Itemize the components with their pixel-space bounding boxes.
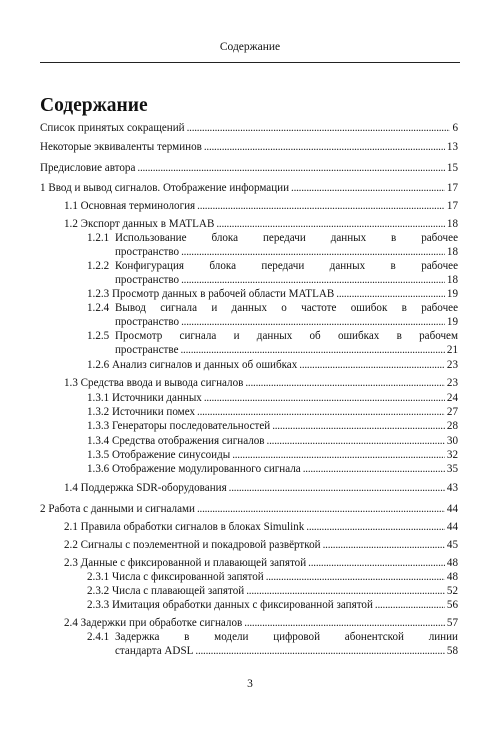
toc-entry-page: 18 [446, 218, 458, 230]
toc-leader [195, 644, 445, 658]
toc-entry-text: 1.2.6 Анализ сигналов и данных об ошибках [87, 359, 298, 371]
toc-entry-number: 1.2.2 [87, 260, 110, 272]
toc-entry-page: 18 [446, 274, 458, 286]
toc-leader [303, 462, 445, 476]
toc-entry-page: 23 [446, 359, 458, 371]
toc-entry-page: 43 [446, 482, 458, 494]
toc-entry-text: 1.3.3 Генераторы последовательностей [87, 420, 271, 432]
toc-entry-text: Предисловие автора [40, 162, 136, 174]
toc-leader [266, 570, 445, 584]
toc-entry-number: 1.2.5 [87, 330, 110, 342]
toc-leader [267, 434, 445, 448]
toc-entry-page: 44 [446, 503, 458, 515]
toc-leader [181, 315, 445, 329]
toc-entry-text: Список принятых сокращений [40, 122, 185, 134]
toc-entry-page: 48 [446, 571, 458, 583]
toc-leader [204, 140, 445, 154]
toc-entry-page: 48 [446, 557, 458, 569]
toc-entry-text: 2 Работа с данными и сигналами [40, 503, 195, 515]
toc-leader [197, 502, 445, 516]
toc-leader [232, 448, 445, 462]
toc-entry-1-3-6[interactable] [87, 462, 458, 476]
toc-entry-text: 2.1 Правила обработки сигналов в блоках Simulink [64, 521, 305, 533]
toc-entry-2-1[interactable] [64, 520, 458, 534]
toc-entry-text-cont: пространстве [115, 344, 179, 356]
toc-entry-page: 15 [446, 162, 458, 174]
toc-entry-text: 2.3 Данные с фиксированной и плавающей запятой [64, 557, 307, 569]
toc-entry-number: 1.2.1 [87, 232, 110, 244]
toc-entry-1-3-4[interactable] [87, 434, 458, 448]
toc-entry-text: 1.3.5 Отображение синусоиды [87, 449, 231, 461]
toc-entry-2-3[interactable] [64, 556, 458, 570]
toc-entry-1-2[interactable] [64, 217, 458, 231]
toc-leader [245, 376, 445, 390]
toc-entry-page: 17 [446, 182, 458, 194]
toc-entry-1-2-5[interactable] [87, 329, 458, 357]
toc-entry-terms[interactable] [40, 140, 458, 154]
toc-entry-text-cont: пространство [115, 316, 180, 328]
toc-entry-text: Конфигурация блока передачи данных в рабочее [115, 260, 458, 272]
toc-entry-2-3-1[interactable] [87, 570, 458, 584]
toc-entry-page: 24 [446, 392, 458, 404]
toc-entry-chapter-2[interactable] [40, 502, 458, 516]
toc-entry-text: 1.3.6 Отображение модулированного сигнала [87, 463, 301, 475]
toc-entry-text: 2.4 Задержки при обработке сигналов [64, 617, 243, 629]
toc-entry-1-2-4[interactable] [87, 301, 458, 329]
toc-entry-2-4-1[interactable] [87, 630, 458, 658]
running-header: Содержание [219, 41, 281, 53]
toc-entry-text: 2.3.3 Имитация обработки данных с фиксированной запятой [87, 599, 373, 611]
toc-leader [336, 287, 445, 301]
toc-entry-2-3-3[interactable] [87, 598, 458, 612]
toc-entry-1-4[interactable] [64, 481, 458, 495]
toc-entry-text: 1.2 Экспорт данных в MATLAB [64, 218, 215, 230]
toc-entry-text: Просмотр сигнала и данных об ошибках в рабочем [115, 330, 458, 342]
toc-leader [246, 584, 445, 598]
toc-entry-text: Использование блока передачи данных в рабочее [115, 232, 458, 244]
toc-entry-page: 44 [446, 521, 458, 533]
toc-entry-text: 1.3.1 Источники данных [87, 392, 202, 404]
toc-leader [323, 538, 445, 552]
toc-entry-text-cont: пространство [115, 274, 180, 286]
toc-leader [216, 217, 445, 231]
toc-entry-2-3-2[interactable] [87, 584, 458, 598]
page-number: 3 [247, 678, 253, 690]
header-rule [40, 62, 460, 63]
toc-leader [229, 481, 445, 495]
toc-entry-chapter-1[interactable] [40, 181, 458, 195]
toc-entry-1-1[interactable] [64, 199, 458, 213]
toc-leader [272, 419, 445, 433]
toc-entry-page: 18 [446, 246, 458, 258]
toc-entry-text: 1 Ввод и вывод сигналов. Отображение информации [40, 182, 290, 194]
toc-entry-page: 13 [446, 141, 458, 153]
toc-entry-page: 27 [446, 406, 458, 418]
toc-entry-1-3-1[interactable] [87, 391, 458, 405]
toc-leader [306, 520, 445, 534]
toc-entry-2-4[interactable] [64, 616, 458, 630]
toc-entry-text: 2.3.1 Числа с фиксированной запятой [87, 571, 264, 583]
toc-entry-text: Задержка в модели цифровой абонентской линии [115, 631, 458, 643]
toc-entry-page: 52 [446, 585, 458, 597]
toc-entry-text: 1.1 Основная терминология [64, 200, 196, 212]
toc-entry-text: 1.3 Средства ввода и вывода сигналов [64, 377, 244, 389]
toc-entry-page: 19 [446, 288, 458, 300]
toc-entry-page: 57 [446, 617, 458, 629]
toc-entry-text: 2.2 Сигналы с поэлементной и покадровой развёрткой [64, 539, 321, 551]
toc-leader [187, 121, 451, 135]
toc-entry-number: 2.4.1 [87, 631, 110, 643]
toc-entry-page: 58 [446, 645, 458, 657]
toc-entry-1-3[interactable] [64, 376, 458, 390]
toc-leader [137, 161, 445, 175]
toc-entry-page: 19 [446, 316, 458, 328]
toc-leader [181, 245, 445, 259]
toc-entry-1-3-3[interactable] [87, 419, 458, 433]
toc-leader [197, 405, 445, 419]
toc-entry-1-3-2[interactable] [87, 405, 458, 419]
toc-entry-page: 56 [446, 599, 458, 611]
toc-entry-page: 6 [452, 122, 458, 134]
toc-entry-text: 2.3.2 Числа с плавающей запятой [87, 585, 245, 597]
toc-entry-1-2-2[interactable] [87, 259, 458, 287]
page-title: Содержание [40, 95, 148, 116]
toc-entry-text-cont: пространство [115, 246, 180, 258]
toc-entry-page: 30 [446, 435, 458, 447]
toc-entry-text: 1.2.3 Просмотр данных в рабочей области MATLAB [87, 288, 335, 300]
toc-leader [197, 199, 445, 213]
toc-entry-number: 1.2.4 [87, 302, 110, 314]
toc-entry-2-2[interactable] [64, 538, 458, 552]
toc-entry-page: 23 [446, 377, 458, 389]
toc-entry-abbreviations[interactable] [40, 121, 458, 135]
toc-leader [244, 616, 445, 630]
toc-entry-page: 35 [446, 463, 458, 475]
toc-leader [299, 358, 445, 372]
toc-entry-1-2-3[interactable] [87, 287, 458, 301]
toc-entry-1-2-1[interactable] [87, 231, 458, 259]
toc-entry-text: 1.3.2 Источники помех [87, 406, 196, 418]
toc-entry-text: Вывод сигнала и данных о частоте ошибок в рабочее [115, 302, 458, 314]
toc-leader [291, 181, 445, 195]
toc-entry-page: 28 [446, 420, 458, 432]
toc-entry-page: 32 [446, 449, 458, 461]
toc-entry-1-2-6[interactable] [87, 358, 458, 372]
toc-entry-page: 45 [446, 539, 458, 551]
toc-entry-text-cont: стандарта ADSL [115, 645, 194, 657]
toc-leader [375, 598, 445, 612]
toc-entry-1-3-5[interactable] [87, 448, 458, 462]
toc-leader [204, 391, 445, 405]
toc-entry-text: Некоторые эквиваленты терминов [40, 141, 202, 153]
toc-leader [308, 556, 445, 570]
toc-entry-preface[interactable] [40, 161, 458, 175]
toc-entry-text: 1.4 Поддержка SDR-оборудования [64, 482, 227, 494]
toc-leader [181, 343, 445, 357]
toc-entry-page: 17 [446, 200, 458, 212]
toc-entry-page: 21 [446, 344, 458, 356]
toc-leader [181, 273, 445, 287]
toc-entry-text: 1.3.4 Средства отображения сигналов [87, 435, 265, 447]
